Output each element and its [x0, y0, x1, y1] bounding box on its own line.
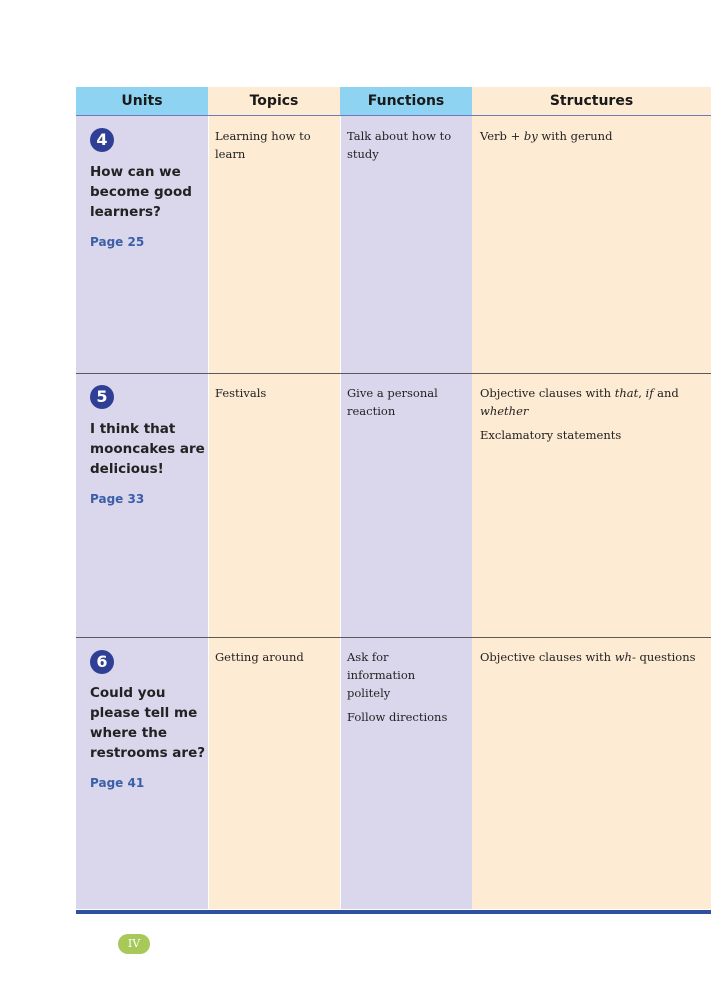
header-units: Units — [76, 87, 208, 116]
unit-page-link[interactable]: Page 33 — [90, 492, 145, 506]
text-run: with gerund — [537, 129, 613, 143]
row-divider — [76, 373, 711, 374]
structures-cell — [480, 127, 705, 151]
page-number-badge: IV — [118, 934, 150, 954]
functions-cell — [347, 648, 459, 732]
functions-cell — [347, 384, 459, 426]
unit-title: I think that mooncakes are delicious! — [90, 421, 205, 477]
structure-item — [480, 648, 705, 666]
structures-cell — [480, 384, 705, 450]
unit-number-badge: 4 — [90, 128, 114, 152]
italic-term: whether — [480, 404, 529, 418]
unit-page-link[interactable]: Page 41 — [90, 776, 145, 790]
function-item: Give a personal reaction — [347, 386, 438, 418]
row-divider — [76, 637, 711, 638]
unit-title: How can we become good learners? — [90, 164, 192, 220]
text-run: Verb + — [480, 129, 524, 143]
text-run: , — [638, 386, 646, 400]
italic-term: if — [645, 386, 654, 400]
function-item: Ask for information politely — [347, 650, 416, 700]
header-topics: Topics — [208, 87, 340, 116]
topic-cell: Learning how to learn — [215, 129, 311, 161]
function-item: Follow directions — [347, 710, 448, 724]
syllabus-table — [76, 87, 711, 914]
text-run: questions — [635, 650, 696, 664]
unit-number-badge: 5 — [90, 385, 114, 409]
structure-item — [480, 426, 705, 444]
structures-cell — [480, 648, 705, 672]
italic-term: that — [614, 386, 639, 400]
topics-column — [208, 87, 341, 909]
unit-number-badge: 6 — [90, 650, 114, 674]
functions-cell — [347, 127, 459, 169]
topic-cell: Getting around — [215, 650, 304, 664]
text-run: Objective clauses with — [480, 386, 615, 400]
topic-cell: Festivals — [215, 386, 267, 400]
unit-page-link[interactable]: Page 25 — [90, 235, 145, 249]
text-run: Objective clauses with — [480, 650, 615, 664]
header-functions: Functions — [340, 87, 472, 116]
header-structures: Structures — [472, 87, 711, 116]
table-bottom-rule — [76, 910, 711, 914]
structures-column — [472, 87, 711, 909]
structure-item — [480, 127, 705, 145]
italic-term: wh- — [614, 650, 636, 664]
structure-item — [480, 384, 705, 420]
unit-title: Could you please tell me where the restrooms are? — [90, 685, 206, 761]
text-run: and — [653, 386, 679, 400]
function-item: Talk about how to study — [347, 129, 452, 161]
functions-column — [340, 87, 474, 909]
text-run: Exclamatory statements — [480, 428, 622, 442]
italic-term: by — [523, 129, 538, 143]
